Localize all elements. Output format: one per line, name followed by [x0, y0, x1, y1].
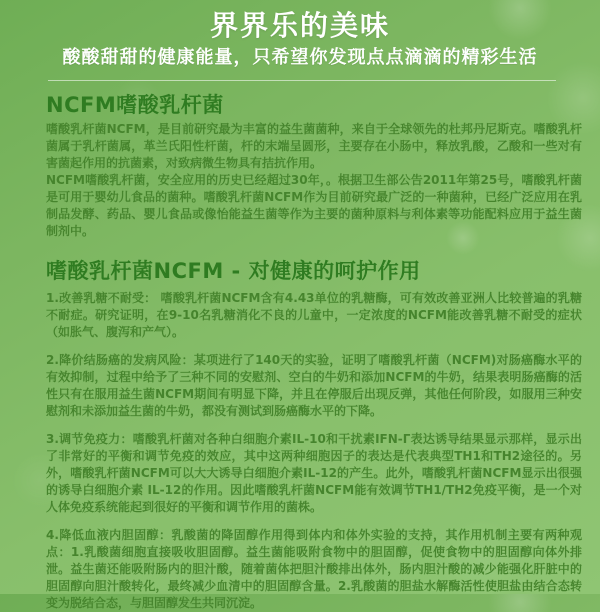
paragraph-benefit-3: 3.调节免疫力：嗜酸乳杆菌对各种白细胞介素IL-10和干扰素IFN-Γ表达诱导结果显示那样，显示出了非常好的平衡和调节免疫的效应，其中这两种细胞因子的表达是代表典型TH1和TH2途径的。另外，嗜酸乳杆菌NCFM可以大大诱导白细胞介素IL-12的产生。此外，嗜酸乳杆菌NCFM显示出很强的诱导白细胞介素 IL-12的作用。因此嗜酸乳杆菌NCFM能有效调节TH1/TH2免疫平衡，是一个对人体免疫系统能起到很好的平衡和调节作用的菌株。 [46, 432, 582, 514]
section-health-benefits [46, 258, 582, 612]
paragraph-benefit-2: 2.降价结肠癌的发病风险：某项进行了140天的实验，证明了嗜酸乳杆菌（NCFM)对肠癌酶水平的有效抑制，过程中给予了三种不同的安慰剂、空白的牛奶和添加NCFM的牛奶，结果表明肠癌酶的活性只有在服用益生菌NCFM期间有明显下降，并且在停服后出现反弹，其他任何阶段，如服用三种安慰剂和未添加益生菌的牛奶，都没有测试到肠癌酶水平的下降。 [46, 353, 582, 418]
paragraph-benefit-4: 4.降低血液内胆固醇：乳酸菌的降固醇作用得到体内和体外实验的支持，其作用机制主要有两种观点：1.乳酸菌细胞直接吸收胆固醇。益生菌能吸附食物中的胆固醇，促使食物中的胆固醇向体外排泄。益生菌还能吸附肠内的胆汁酸，随着菌体把胆汁酸排出体外，肠内胆汁酸的减少能强化肝脏中的胆固醇向胆汁酸转化，最终减少血清中的胆固醇含量。2.乳酸菌的胆盐水解酶活性使胆盐由结合态转变为脱结合态，与胆固醇发生共同沉淀。 [46, 528, 582, 610]
section-health-paragraphs [46, 290, 582, 612]
page-banner [0, 0, 600, 70]
section-ncfm-paragraphs [46, 121, 582, 240]
paragraph: NCFM嗜酸乳杆菌，安全应用的历史已经超过30年，。根据卫生部公告2011年第25号，嗜酸乳杆菌是可用于婴幼儿食品的菌种。嗜酸乳杆菌NCFM作为目前研究最广泛的一种菌种，已经广泛应用在乳制品发酵、药品、婴儿食品或像怡能益生菌等作为主要的菌种原料与利体素等功能配料应用于益生菌制剂中。 [46, 173, 582, 238]
section-heading-ncfm: NCFM嗜酸乳杆菌 [46, 93, 224, 117]
banner-divider [48, 80, 556, 81]
paragraph-benefit-1: 1.改善乳糖不耐受： 嗜酸乳杆菌NCFM含有4.43单位的乳糖酶，可有效改善亚洲人比较普遍的乳糖不耐症。研究证明，在9-10名乳糖消化不良的儿童中，一定浓度的NCFM能改善乳糖不耐受的症状（如胀气、腹泻和产气）。 [46, 291, 582, 339]
section-ncfm-intro [46, 92, 582, 240]
paragraph: 嗜酸乳杆菌NCFM，是目前研究最为丰富的益生菌菌种，来自于全球领先的杜邦丹尼斯克。嗜酸乳杆菌属于乳杆菌属，革兰氏阳性杆菌，杆的末端呈圆形，主要存在小肠中，释放乳酸，乙酸和一些对有害菌起作用的抗菌素，对致病微生物具有拮抗作用。 [46, 122, 582, 170]
page-subtitle: 酸酸甜甜的健康能量，只希望你发现点点滴滴的精彩生活 [62, 47, 538, 68]
page-title: 界界乐的美味 [209, 9, 390, 42]
page-content [0, 92, 600, 612]
section-heading-health-benefits: 嗜酸乳杆菌NCFM - 对健康的呵护作用 [46, 259, 421, 283]
